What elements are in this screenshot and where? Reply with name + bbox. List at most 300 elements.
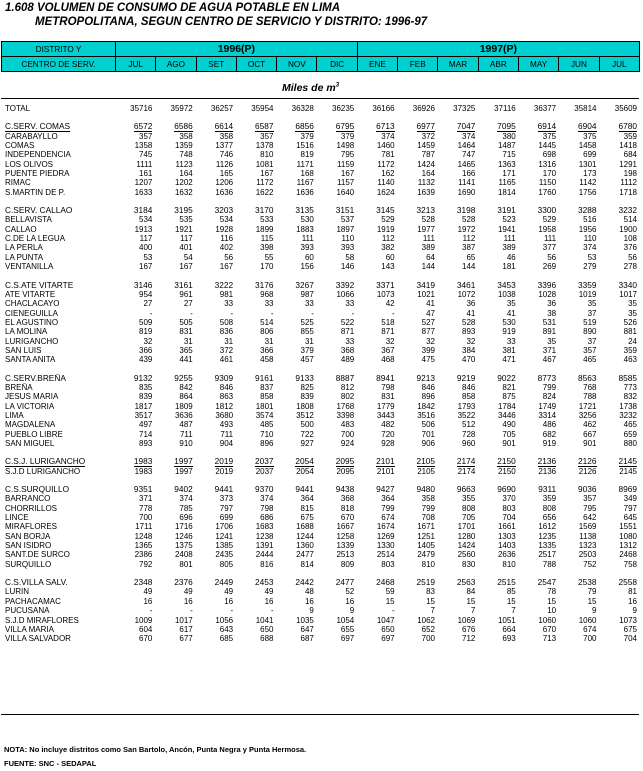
value-text: 522 [340, 317, 355, 327]
value-text: 1054 [336, 615, 355, 625]
value-cell [196, 616, 236, 625]
value-cell [155, 243, 195, 252]
value-cell [559, 550, 599, 559]
value-cell [519, 150, 559, 159]
row-label [1, 634, 115, 643]
value-text: 1460 [376, 141, 395, 151]
value-cell [196, 318, 236, 327]
value-text: 111 [422, 234, 435, 244]
value-cell [398, 392, 438, 401]
value-text: 746 [219, 150, 234, 160]
value-text: 685 [219, 634, 234, 644]
value-cell [155, 578, 195, 587]
value-cell [478, 225, 518, 234]
value-text: 514 [623, 215, 637, 225]
value-text: 439 [139, 355, 153, 365]
value-cell [115, 243, 155, 252]
row-label [1, 122, 115, 131]
value-text: 375 [542, 131, 557, 141]
district-row [1, 178, 640, 187]
value-cell [115, 532, 155, 541]
value-cell [478, 513, 518, 522]
value-cell [115, 215, 155, 224]
value-text: 2101 [376, 466, 395, 476]
value-cell [155, 402, 195, 411]
value-text: 37325 [453, 104, 476, 113]
value-cell [559, 467, 599, 476]
value-cell [600, 457, 641, 466]
value-cell [559, 504, 599, 513]
value-cell [600, 504, 641, 513]
value-cell [519, 587, 559, 596]
value-text: 111 [503, 234, 516, 244]
value-cell [277, 513, 317, 522]
value-text: 808 [542, 503, 557, 513]
value-cell [236, 513, 276, 522]
value-cell [357, 225, 397, 234]
value-text: 1941 [497, 224, 516, 234]
value-cell [277, 597, 317, 606]
value-text: 906 [421, 439, 435, 448]
value-text: 198 [623, 169, 637, 179]
row-label [1, 309, 115, 318]
value-cell [478, 504, 518, 513]
value-cell [317, 597, 357, 606]
value-cell [600, 550, 641, 559]
value-cell [115, 234, 155, 243]
value-cell [559, 281, 599, 290]
value-text: 821 [502, 382, 516, 392]
service-center-row [1, 206, 640, 215]
value-text: 1246 [174, 531, 193, 541]
value-text: 1458 [578, 141, 597, 151]
value-text: 1258 [336, 531, 355, 541]
district-row [1, 346, 640, 355]
value-text: 839 [139, 392, 153, 402]
value-cell [155, 420, 195, 429]
value-text: 2442 [295, 578, 314, 588]
value-cell [115, 160, 155, 169]
value-text: 52 [345, 587, 355, 597]
value-text: 3340 [618, 280, 637, 290]
total-row [1, 104, 640, 113]
value-text: 1667 [336, 522, 355, 532]
value-text: 535 [179, 215, 193, 225]
value-cell [438, 439, 478, 448]
value-cell [600, 541, 641, 550]
value-cell [155, 206, 195, 215]
value-text: 1814 [497, 187, 516, 197]
value-text: 16 [345, 596, 355, 606]
value-cell [519, 616, 559, 625]
row-label [1, 625, 115, 634]
value-cell [600, 402, 641, 411]
value-cell [236, 299, 276, 308]
value-cell [398, 634, 438, 643]
value-text: 858 [260, 392, 274, 402]
row-label [1, 355, 115, 364]
row-label [1, 494, 115, 503]
value-text: 1291 [619, 159, 637, 169]
value-text: 1661 [497, 522, 516, 532]
row-label [1, 253, 115, 262]
value-text: - [351, 308, 355, 318]
value-text: 1900 [619, 224, 637, 234]
value-text: 1997 [174, 466, 193, 476]
value-cell [196, 243, 236, 252]
row-label-text: C.SERV.BREÑA [5, 373, 66, 383]
value-text: 2136 [537, 457, 557, 467]
value-text: 9036 [578, 485, 597, 495]
district-row [1, 234, 640, 243]
value-cell [236, 392, 276, 401]
value-text: 1749 [538, 401, 557, 411]
row-label [1, 457, 115, 466]
row-label [1, 299, 115, 308]
value-cell [559, 309, 599, 318]
value-cell [317, 299, 357, 308]
value-cell [317, 253, 357, 262]
value-text: 810 [502, 559, 516, 569]
value-text: 16 [628, 596, 637, 606]
value-cell [398, 355, 438, 364]
value-text: 2408 [174, 550, 193, 560]
value-text: 36166 [372, 104, 395, 113]
value-cell [277, 467, 317, 476]
spacer-cell [1, 197, 640, 206]
value-text: 24 [628, 336, 637, 346]
value-text: 696 [179, 513, 193, 523]
value-text: 534 [219, 215, 234, 225]
value-cell [519, 439, 559, 448]
row-label-text: C.S.SURQUILLO [5, 485, 70, 495]
value-text: 83 [426, 587, 435, 597]
value-cell [317, 513, 357, 522]
value-cell [438, 578, 478, 587]
value-cell [398, 457, 438, 466]
value-text: 3517 [134, 410, 153, 420]
value-text: 893 [462, 327, 476, 337]
value-text: 3396 [537, 280, 557, 290]
value-text: 1391 [255, 541, 274, 551]
district-row [1, 290, 640, 299]
value-text: 146 [340, 262, 355, 272]
value-text: 1060 [578, 615, 597, 625]
value-cell [317, 625, 357, 634]
value-text: 670 [340, 513, 355, 523]
value-text: 117 [179, 234, 193, 244]
row-label-text: C.S.ATE VITARTE [5, 280, 74, 290]
value-cell [236, 188, 276, 197]
value-cell [519, 188, 559, 197]
value-text: 667 [583, 429, 597, 439]
value-cell [519, 337, 559, 346]
value-text: 699 [219, 513, 234, 523]
value-text: 16 [304, 596, 314, 606]
value-text: 117 [139, 234, 153, 244]
value-cell [357, 337, 397, 346]
value-cell [236, 550, 276, 559]
value-text: 37 [587, 336, 597, 346]
value-cell [478, 355, 518, 364]
value-cell [277, 606, 317, 615]
service-center-row [1, 122, 640, 131]
row-label-text: BREÑA [5, 382, 33, 392]
value-cell [559, 337, 599, 346]
value-text: 374 [260, 494, 274, 504]
value-cell [559, 513, 599, 522]
value-text: 46 [506, 252, 516, 262]
value-cell [600, 485, 641, 494]
value-cell [519, 560, 559, 569]
value-cell [478, 532, 518, 541]
value-text: 799 [542, 382, 557, 392]
value-text: 16 [224, 596, 234, 606]
value-cell [357, 457, 397, 466]
value-cell [357, 188, 397, 197]
value-text: 1612 [538, 522, 557, 532]
value-cell [196, 383, 236, 392]
value-text: 705 [502, 429, 516, 439]
value-cell [236, 430, 276, 439]
value-cell [196, 374, 236, 383]
value-cell [196, 327, 236, 336]
value-text: 7 [470, 606, 476, 616]
value-text: 382 [381, 243, 395, 253]
value-text: 787 [421, 150, 435, 160]
value-cell [398, 560, 438, 569]
service-center-row [1, 457, 640, 466]
value-cell [236, 578, 276, 587]
value-cell [398, 327, 438, 336]
value-cell [357, 485, 397, 494]
value-text: 788 [583, 392, 597, 402]
value-cell [559, 178, 599, 187]
value-cell [277, 355, 317, 364]
value-cell [478, 392, 518, 401]
value-cell [155, 587, 195, 596]
value-cell [115, 402, 155, 411]
value-text: 533 [260, 215, 274, 225]
value-text: 2444 [255, 550, 274, 560]
value-text: 788 [542, 559, 557, 569]
value-text: 728 [462, 429, 476, 439]
value-text: 1516 [296, 141, 314, 151]
value-cell [519, 225, 559, 234]
value-cell [519, 169, 559, 178]
value-text: 2105 [417, 466, 435, 476]
value-text: 364 [300, 494, 314, 504]
value-text: 815 [300, 503, 314, 513]
value-cell [600, 355, 641, 364]
value-cell [600, 309, 641, 318]
value-cell [236, 169, 276, 178]
value-cell [317, 522, 357, 531]
data-table [1, 104, 640, 644]
value-cell [600, 634, 641, 643]
value-text: 798 [381, 382, 395, 392]
value-text: 1636 [296, 187, 314, 197]
value-text: 41 [466, 308, 476, 318]
value-cell [155, 392, 195, 401]
value-cell [478, 374, 518, 383]
value-text: 3443 [376, 410, 395, 420]
value-cell [236, 457, 276, 466]
value-cell [155, 504, 195, 513]
value-text: 1123 [175, 159, 193, 169]
district-row [1, 532, 640, 541]
value-cell [155, 634, 195, 643]
value-text: 167 [340, 169, 355, 179]
value-text: 1640 [336, 187, 355, 197]
value-cell [357, 587, 397, 596]
value-text: 490 [502, 420, 516, 430]
value-cell [478, 411, 518, 420]
value-cell [115, 132, 155, 141]
row-label [1, 504, 115, 513]
row-label-text: C.S.VILLA SALV. [5, 578, 68, 588]
value-text: 366 [260, 345, 274, 355]
value-cell [115, 141, 155, 150]
value-cell [236, 597, 276, 606]
value-cell [398, 532, 438, 541]
row-label [1, 532, 115, 541]
value-cell [519, 541, 559, 550]
value-cell [600, 160, 641, 169]
spacer-row [1, 569, 640, 578]
value-text: 56 [547, 252, 557, 262]
value-cell [600, 141, 641, 150]
value-text: 3636 [174, 410, 193, 420]
value-cell [600, 587, 641, 596]
value-cell [519, 392, 559, 401]
value-text: 278 [623, 262, 637, 272]
value-cell [115, 606, 155, 615]
value-cell [236, 420, 276, 429]
value-cell [357, 160, 397, 169]
value-cell [559, 606, 599, 615]
value-cell [236, 439, 276, 448]
district-row [1, 402, 640, 411]
value-text: 15 [426, 596, 435, 606]
value-cell [236, 253, 276, 262]
value-text: 9427 [376, 485, 395, 495]
value-text: 712 [462, 634, 476, 644]
value-cell [559, 160, 599, 169]
value-text: 3170 [255, 206, 274, 216]
value-cell [478, 253, 518, 262]
value-cell [519, 132, 559, 141]
value-text: 7047 [456, 122, 476, 132]
value-cell [398, 346, 438, 355]
value-cell [600, 616, 641, 625]
value-text: 2515 [497, 578, 516, 588]
row-label-text: BELLAVISTA [5, 215, 52, 225]
value-cell [277, 616, 317, 625]
value-text: 1172 [377, 159, 395, 169]
header-month-1996: DIC [317, 57, 357, 72]
value-cell [478, 597, 518, 606]
value-cell [277, 532, 317, 541]
value-cell [277, 169, 317, 178]
value-cell [438, 541, 478, 550]
row-label-text: INDEPENDENCIA [5, 150, 71, 160]
value-text: 1921 [174, 224, 193, 234]
value-cell [398, 522, 438, 531]
value-text: 33 [345, 299, 355, 309]
value-cell [398, 178, 438, 187]
value-text: 441 [179, 355, 193, 365]
value-cell [115, 597, 155, 606]
value-cell [438, 634, 478, 643]
spacer-row [1, 365, 640, 374]
value-text: 168 [300, 169, 314, 179]
row-label [1, 281, 115, 290]
value-cell [115, 420, 155, 429]
value-cell [559, 215, 599, 224]
value-text: 1316 [538, 159, 557, 169]
value-cell [478, 169, 518, 178]
value-cell [277, 234, 317, 243]
value-text: 670 [139, 634, 153, 644]
value-text: 1403 [497, 541, 516, 551]
value-cell [600, 374, 641, 383]
value-cell [277, 225, 317, 234]
row-label [1, 550, 115, 559]
row-label-text: S.J.D LURIGANCHO [5, 466, 81, 476]
spacer-cell [1, 113, 640, 122]
value-cell [438, 150, 478, 159]
value-cell [196, 522, 236, 531]
value-cell [398, 587, 438, 596]
value-text: 704 [502, 513, 516, 523]
row-label-text: SAN BORJA [5, 531, 51, 541]
row-label [1, 150, 115, 159]
value-text: 41 [426, 299, 435, 309]
value-cell [155, 430, 195, 439]
value-text: 901 [502, 439, 516, 448]
value-cell [196, 625, 236, 634]
row-label-text: PUEBLO LIBRE [5, 429, 63, 439]
value-text: 2348 [133, 578, 153, 588]
value-text: 846 [462, 382, 476, 392]
value-cell [559, 262, 599, 271]
value-cell [115, 522, 155, 531]
value-text: 1060 [538, 615, 557, 625]
value-text: 3398 [336, 410, 355, 420]
value-cell [478, 215, 518, 224]
value-cell [398, 606, 438, 615]
value-text: 715 [502, 150, 516, 160]
value-text: 3146 [133, 280, 153, 290]
value-text: 1636 [215, 187, 234, 197]
value-cell [317, 467, 357, 476]
value-cell [398, 169, 438, 178]
value-cell [519, 141, 559, 150]
district-row [1, 392, 640, 401]
value-cell [438, 262, 478, 271]
value-text: 60 [385, 252, 395, 262]
value-text: 1487 [497, 141, 516, 151]
value-text: 2037 [255, 466, 274, 476]
value-cell [519, 374, 559, 383]
value-cell [398, 430, 438, 439]
value-text: 528 [462, 317, 476, 327]
value-cell [357, 243, 397, 252]
value-text: 795 [583, 503, 597, 513]
value-text: 832 [623, 392, 637, 402]
value-cell [115, 513, 155, 522]
